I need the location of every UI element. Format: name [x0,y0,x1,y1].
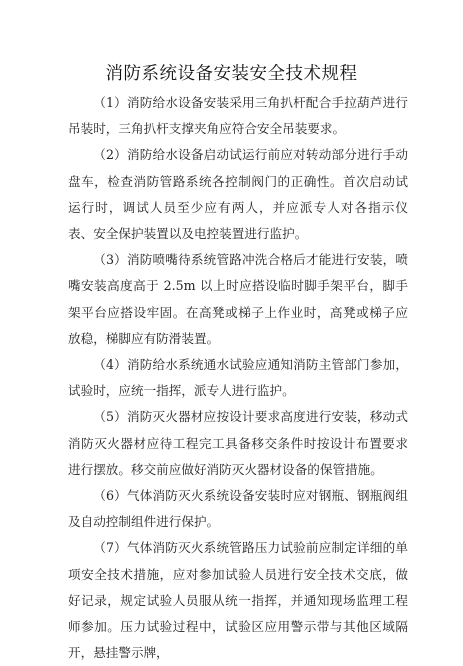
document-body [68,90,408,666]
document-title: 消防系统设备安装安全技术规程 [105,64,358,84]
paragraph-4: （4）消防给水系统通水试验应通知消防主管部门参加，试验时，应统一指挥，派专人进行监护。 [68,357,408,399]
paragraph-2: （2）消防给水设备启动试运行前应对转动部分进行手动盘车，检查消防管路系统各控制阀门的正确性。首次启动试运行时，调试人员至少应有两人，并应派专人对各指示仪表、安全保护装置以及电控装置进行监护。 [68,147,408,242]
paragraph-5: （5）消防灭火器材应按设计要求高度进行安装，移动式消防灭火器材应待工程完工具备移交条件时按设计布置要求进行摆放。移交前应做好消防灭火器材设备的保管措施。 [68,409,408,477]
paragraph-3: （3）消防喷嘴待系统管路冲洗合格后才能进行安装，喷嘴安装高度高于 2.5m 以上时应搭设临时脚手架平台，脚手架平台应搭设牢固。在高凳或梯子上作业时，高凳或梯子应放稳，梯脚应有防滑装置。 [68,252,408,346]
paragraph-6: （6）气体消防灭火系统设备安装时应对钢瓶、钢瓶阀组及自动控制组件进行保护。 [68,488,408,530]
paragraph-7: （7）气体消防灭火系统管路压力试验前应制定详细的单项安全技术措施，应对参加试验人员进行安全技术交底，做好记录，规定试验人员服从统一指挥，并通知现场监理工程师参加。压力试验过程中，试验区应用警示带与其他区域隔开，悬挂警示牌， [68,540,408,661]
paragraph-1: （1）消防给水设备安装采用三角扒杆配合手拉葫芦进行吊装时，三角扒杆支撑夹角应符合安全吊装要求。 [68,95,408,137]
